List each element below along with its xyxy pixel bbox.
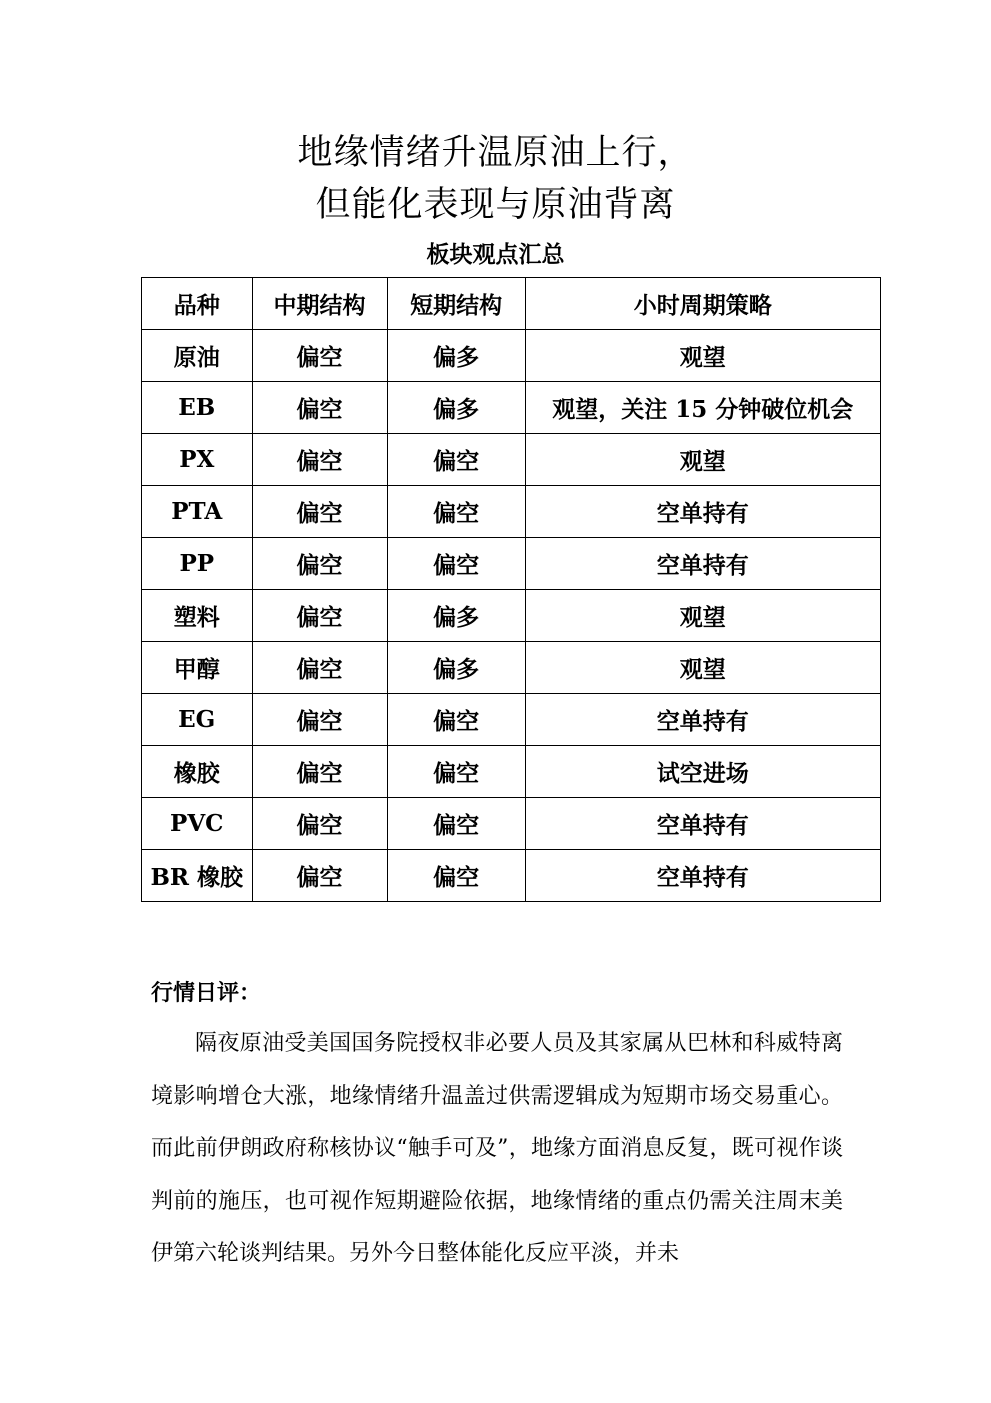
table-header-row — [142, 278, 881, 330]
cell-variety: EB — [142, 382, 253, 434]
cell-short-term: 偏多 — [387, 590, 525, 642]
cell-variety: 原油 — [142, 330, 253, 382]
table-caption: 板块观点汇总 — [426, 241, 565, 268]
table-row — [142, 746, 881, 798]
cell-mid-term: 偏空 — [252, 382, 387, 434]
header-mid-term: 中期结构 — [252, 278, 387, 330]
cell-mid-term: 偏空 — [252, 746, 387, 798]
cell-mid-term: 偏空 — [252, 330, 387, 382]
cell-variety: 甲醇 — [142, 642, 253, 694]
cell-variety: PX — [142, 434, 253, 486]
cell-strategy: 空单持有 — [525, 798, 880, 850]
table-row — [142, 798, 881, 850]
cell-short-term: 偏空 — [387, 694, 525, 746]
cell-variety: PVC — [142, 798, 253, 850]
cell-variety: BR 橡胶 — [142, 850, 253, 902]
cell-strategy: 观望 — [525, 330, 880, 382]
cell-mid-term: 偏空 — [252, 798, 387, 850]
document-title-line-1: 地缘情绪升温原油上行， — [297, 133, 694, 173]
cell-strategy: 观望 — [525, 590, 880, 642]
table-row — [142, 694, 881, 746]
cell-short-term: 偏空 — [387, 746, 525, 798]
cell-strategy: 试空进场 — [525, 746, 880, 798]
cell-short-term: 偏多 — [387, 382, 525, 434]
cell-short-term: 偏空 — [387, 486, 525, 538]
cell-strategy: 空单持有 — [525, 538, 880, 590]
cell-strategy: 观望 — [525, 434, 880, 486]
cell-variety: PTA — [142, 486, 253, 538]
table-row — [142, 850, 881, 902]
cell-mid-term: 偏空 — [252, 590, 387, 642]
header-short-term: 短期结构 — [387, 278, 525, 330]
cell-strategy: 观望 — [525, 642, 880, 694]
cell-strategy: 空单持有 — [525, 486, 880, 538]
cell-mid-term: 偏空 — [252, 538, 387, 590]
cell-strategy: 空单持有 — [525, 694, 880, 746]
cell-mid-term: 偏空 — [252, 850, 387, 902]
header-hourly-strategy: 小时周期策略 — [525, 278, 880, 330]
cell-variety: EG — [142, 694, 253, 746]
cell-short-term: 偏多 — [387, 642, 525, 694]
cell-variety: 橡胶 — [142, 746, 253, 798]
table-row — [142, 590, 881, 642]
commentary-paragraph: 隔夜原油受美国国务院授权非必要人员及其家属从巴林和科威特离境影响增仓大涨，地缘情绪升温盖过供需逻辑成为短期市场交易重心。而此前伊朗政府称核协议“触手可及”，地缘方面消息反复，既可视作谈判前的施压，也可视作短期避险依据，地缘情绪的重点仍需关注周末美伊第六轮谈判结果。另外今日整体能化反应平淡，并未 — [151, 1031, 843, 1266]
table-row — [142, 642, 881, 694]
cell-short-term: 偏空 — [387, 850, 525, 902]
cell-mid-term: 偏空 — [252, 434, 387, 486]
table-row — [142, 434, 881, 486]
cell-mid-term: 偏空 — [252, 486, 387, 538]
cell-short-term: 偏空 — [387, 434, 525, 486]
cell-mid-term: 偏空 — [252, 642, 387, 694]
sector-view-table — [141, 277, 881, 902]
cell-short-term: 偏空 — [387, 538, 525, 590]
header-variety: 品种 — [142, 278, 253, 330]
table-row — [142, 330, 881, 382]
table-row — [142, 538, 881, 590]
commentary-heading: 行情日评： — [151, 980, 262, 1006]
cell-strategy: 空单持有 — [525, 850, 880, 902]
cell-short-term: 偏空 — [387, 798, 525, 850]
cell-short-term: 偏多 — [387, 330, 525, 382]
cell-strategy: 观望，关注 15 分钟破位机会 — [525, 382, 880, 434]
cell-variety: PP — [142, 538, 253, 590]
cell-variety: 塑料 — [142, 590, 253, 642]
table-row — [142, 486, 881, 538]
document-title-line-2: 但能化表现与原油背离 — [315, 185, 676, 225]
table-row — [142, 382, 881, 434]
cell-mid-term: 偏空 — [252, 694, 387, 746]
